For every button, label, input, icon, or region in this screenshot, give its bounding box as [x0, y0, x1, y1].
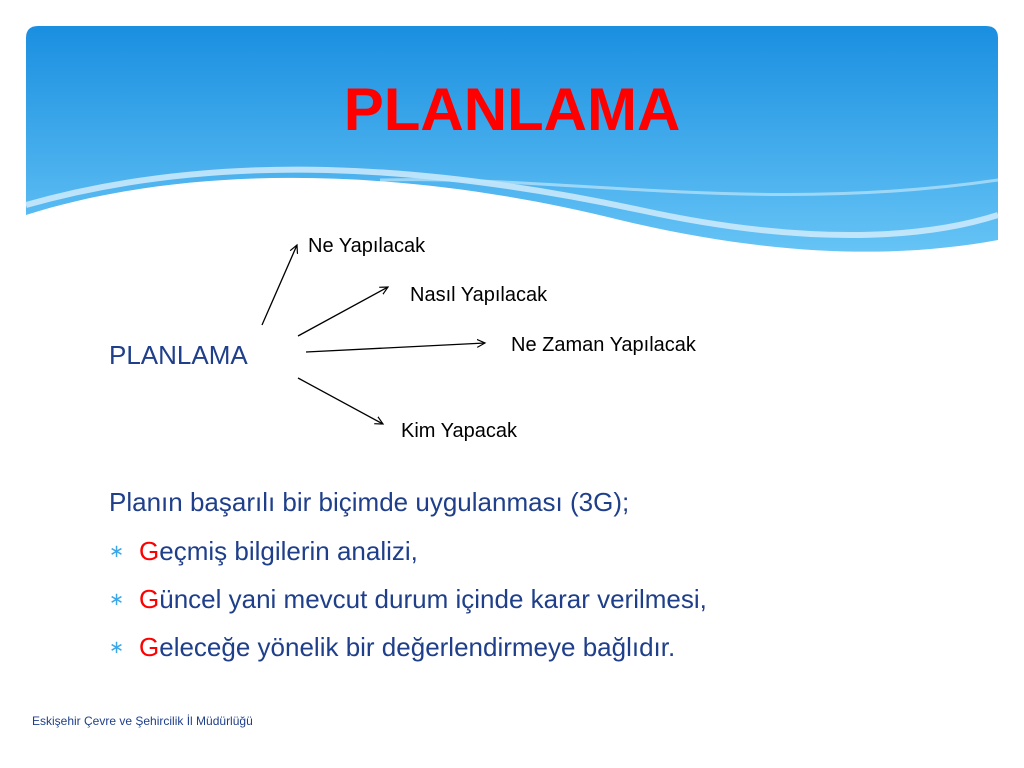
bullet-lead-letter: G [139, 536, 160, 566]
asterisk-bullet-icon: ∗ [109, 589, 125, 609]
branch-nasil-yapilacak: Nasıl Yapılacak [410, 284, 548, 306]
branch-kim-yapacak: Kim Yapacak [401, 420, 517, 442]
arrow-ne-yapilacak [262, 245, 297, 325]
branch-ne-zaman-yapilacak: Ne Zaman Yapılacak [511, 334, 696, 356]
bullet-text: eleceğe yönelik bir değerlendirmeye bağlıdır. [159, 632, 676, 662]
arrow-ne-zaman-yapilacak [306, 343, 485, 352]
bullet-lead-letter: G [139, 584, 160, 614]
branch-ne-yapilacak: Ne Yapılacak [308, 235, 426, 257]
slide-title: PLANLAMA [343, 76, 681, 143]
bullet-text: üncel yani mevcut durum içinde karar verilmesi, [159, 584, 707, 614]
arrow-kim-yapacak [298, 378, 383, 424]
bullet-lead-letter: G [139, 632, 160, 662]
asterisk-bullet-icon: ∗ [109, 541, 125, 561]
arrow-nasil-yapilacak [298, 287, 388, 336]
intro-text: Planın başarılı bir biçimde uygulanması (3G); [109, 487, 630, 517]
bullet-text: eçmiş bilgilerin analizi, [159, 536, 418, 566]
footer-text: Eskişehir Çevre ve Şehircilik İl Müdürlüğü [32, 714, 253, 728]
diagram-center-label: PLANLAMA [109, 340, 248, 370]
asterisk-bullet-icon: ∗ [109, 637, 125, 657]
